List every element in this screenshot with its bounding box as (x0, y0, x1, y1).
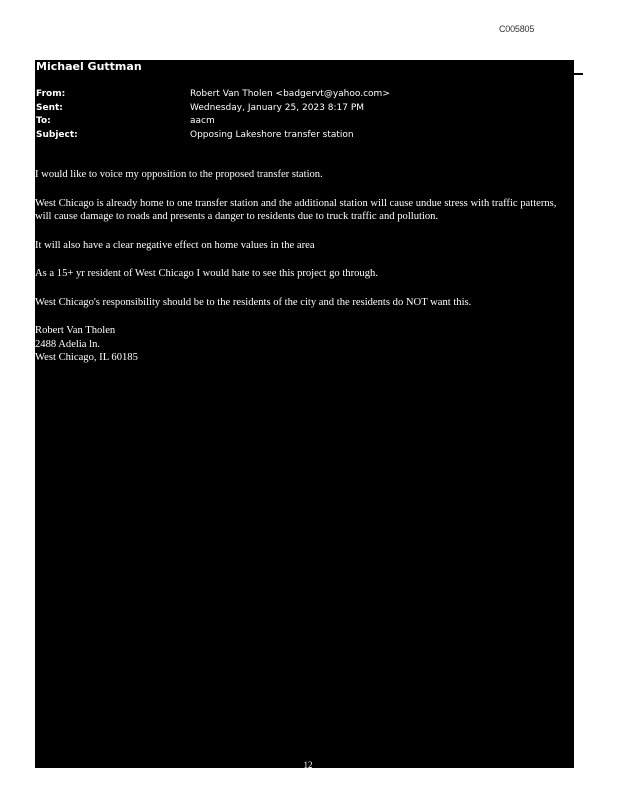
header-row-to (36, 115, 574, 129)
signature-name: Robert Van Tholen (35, 325, 116, 336)
to-label: To: (36, 116, 51, 126)
email-page (35, 60, 574, 768)
subject-value: Opposing Lakeshore transfer station (190, 129, 354, 140)
to-value: aacm (190, 116, 215, 126)
signature-city: West Chicago, IL 60185 (35, 352, 138, 363)
signature-block (35, 324, 574, 365)
signature-street: 2488 Adelia ln. (35, 338, 101, 350)
from-label: From: (36, 89, 66, 99)
body-paragraph: As a 15+ yr resident of West Chicago I would hate to see this project go through. (35, 268, 378, 279)
page-number: 12 (303, 760, 313, 770)
body-paragraph: It will also have a clear negative effect on home values in the area (35, 239, 315, 251)
header-rule-extension (574, 73, 583, 75)
from-value: Robert Van Tholen <badgervt@yahoo.com> (190, 89, 390, 99)
sent-value: Wednesday, January 25, 2023 8:17 PM (190, 102, 365, 113)
header-row-from (36, 88, 574, 102)
body-paragraph: West Chicago is already home to one transfer station and the additional station will cause undue stress with traffic patterns, will cause damage to roads and presents a danger to residents due to truck traffic and pollution. (35, 197, 557, 222)
header-row-subject (36, 129, 574, 143)
body-paragraph: I would like to voice my opposition to the proposed transfer station. (35, 169, 323, 180)
email-headers (36, 88, 574, 142)
sender-name: Michael Guttman (36, 60, 142, 73)
header-row-sent (36, 102, 574, 116)
email-body (35, 168, 574, 380)
body-paragraph: West Chicago's responsibility should be to the residents of the city and the residents do NOT want this. (35, 296, 472, 308)
subject-label: Subject: (36, 129, 78, 140)
sent-label: Sent: (36, 102, 63, 113)
document-id: C005805 (499, 24, 535, 34)
